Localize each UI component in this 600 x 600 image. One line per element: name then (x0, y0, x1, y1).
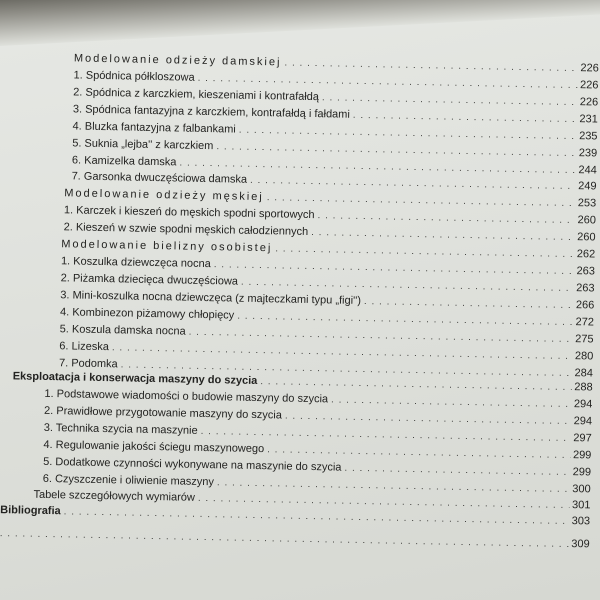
toc-page-number: 263 (576, 265, 596, 278)
toc-page-number: 299 (572, 449, 592, 462)
toc-page-number: 309 (571, 538, 590, 551)
toc-page-number: 303 (571, 515, 591, 528)
toc-page-number: 299 (572, 466, 592, 479)
toc-heading-title: Modelowanie bielizny osobistej (61, 238, 273, 255)
toc-entry-title: 4. Bluzka fantazyjna z falbankami (72, 120, 236, 136)
toc-entry-title: 6. Kamizelka damska (71, 154, 177, 169)
toc-chapter-title: Eksploatacja i konserwacja maszyny do szycia (12, 370, 258, 388)
toc-trailing-entry (0, 526, 590, 551)
toc-entry-title: 2. Spódnica z karczkiem, kieszeniami i kontrafałdą (73, 86, 320, 104)
toc-page-number: 294 (573, 398, 593, 411)
toc-entry-title: Tabele szczegółowych wymiarów (33, 488, 196, 504)
toc-entry-title: 1. Spódnica półkloszowa (73, 69, 195, 84)
toc-entry-title: 4. Regulowanie jakości ściegu maszynowego (43, 438, 265, 456)
toc-page-number: 288 (574, 381, 593, 394)
leader-dots (364, 295, 573, 312)
toc-page-number: 301 (571, 499, 591, 512)
toc-entry-title: 1. Koszulka dziewczęca nocna (60, 255, 211, 271)
toc-entry-title: 2. Prawidłowe przygotowanie maszyny do szycia (44, 404, 283, 422)
toc-entry-title: 2. Kieszeń w szwie spodni męskich całodziennych (63, 221, 309, 238)
toc-page-number: 284 (574, 367, 594, 380)
toc-entry-title: 7. Garsonka dwuczęściowa damska (71, 170, 248, 186)
leader-dots (344, 462, 569, 480)
toc-page-number: 262 (576, 248, 596, 261)
toc-page-number: 226 (579, 96, 599, 109)
toc-page-number: 272 (575, 316, 595, 329)
leader-dots (311, 226, 574, 244)
leader-dots (0, 527, 568, 551)
toc-entry-title: 5. Suknia „lejba'' z karczkiem (72, 137, 214, 153)
leader-dots (331, 393, 571, 411)
toc-page-number: 231 (579, 113, 598, 126)
toc-page-number: 235 (579, 130, 598, 143)
toc-entry-title: 5. Dodatkowe czynności wykonywane na maszynie do szycia (43, 455, 342, 474)
toc-page-number: 275 (575, 333, 594, 346)
toc-page-number: 294 (573, 415, 593, 428)
toc-page-number: 300 (572, 483, 591, 496)
toc-entry-title: 3. Mini-koszulka nocna dziewczęca (z majteczkami typu „figi'') (60, 289, 362, 307)
toc-page-number: 226 (579, 79, 599, 92)
toc-entry-title: 5. Koszula damska nocna (59, 323, 186, 338)
toc-page-number: 263 (576, 282, 595, 295)
toc-heading-title: Modelowanie odzieży damskiej (73, 52, 282, 69)
toc-page-number: 260 (577, 214, 596, 227)
toc-page-number: 239 (578, 147, 598, 160)
toc-entry-title: 7. Podomka (58, 357, 118, 371)
toc-page-number: 260 (577, 231, 596, 244)
toc-page-number: 297 (573, 432, 592, 445)
toc-page-number: 249 (578, 180, 597, 193)
toc-heading-title: Modelowanie odzieży męskiej (64, 187, 264, 204)
toc-entry-title: 1. Karczek i kieszeń do męskich spodni sportowych (63, 204, 315, 222)
toc-entry-title: 1. Podstawowe wiadomości o budowie maszyny do szycia (44, 387, 329, 406)
toc-entry-title: 2. Piżamka dziecięca dwuczęściowa (60, 272, 239, 288)
toc-page-number: 266 (575, 299, 595, 312)
toc-bibliography-title: Bibliografia (0, 504, 61, 518)
toc-entry-title: 4. Kombinezon piżamowy chłopięcy (59, 306, 235, 322)
leader-dots (353, 109, 577, 127)
toc-page-number: 244 (578, 164, 597, 177)
leader-dots (322, 91, 577, 109)
toc-page-number: 226 (580, 62, 599, 75)
toc-entry-title: 3. Technika szycia na maszynie (43, 421, 198, 437)
toc-entry-title: 3. Spódnica fantazyjna z karczkiem, kontrafałdą i fałdami (72, 103, 350, 121)
toc-entry-title: 6. Lizeska (59, 340, 110, 354)
leader-dots (317, 209, 574, 227)
toc-page-number: 253 (577, 197, 597, 210)
toc-entry-title: 6. Czyszczenie i oliwienie maszyny (42, 472, 215, 489)
toc-page-number: 280 (574, 350, 594, 363)
